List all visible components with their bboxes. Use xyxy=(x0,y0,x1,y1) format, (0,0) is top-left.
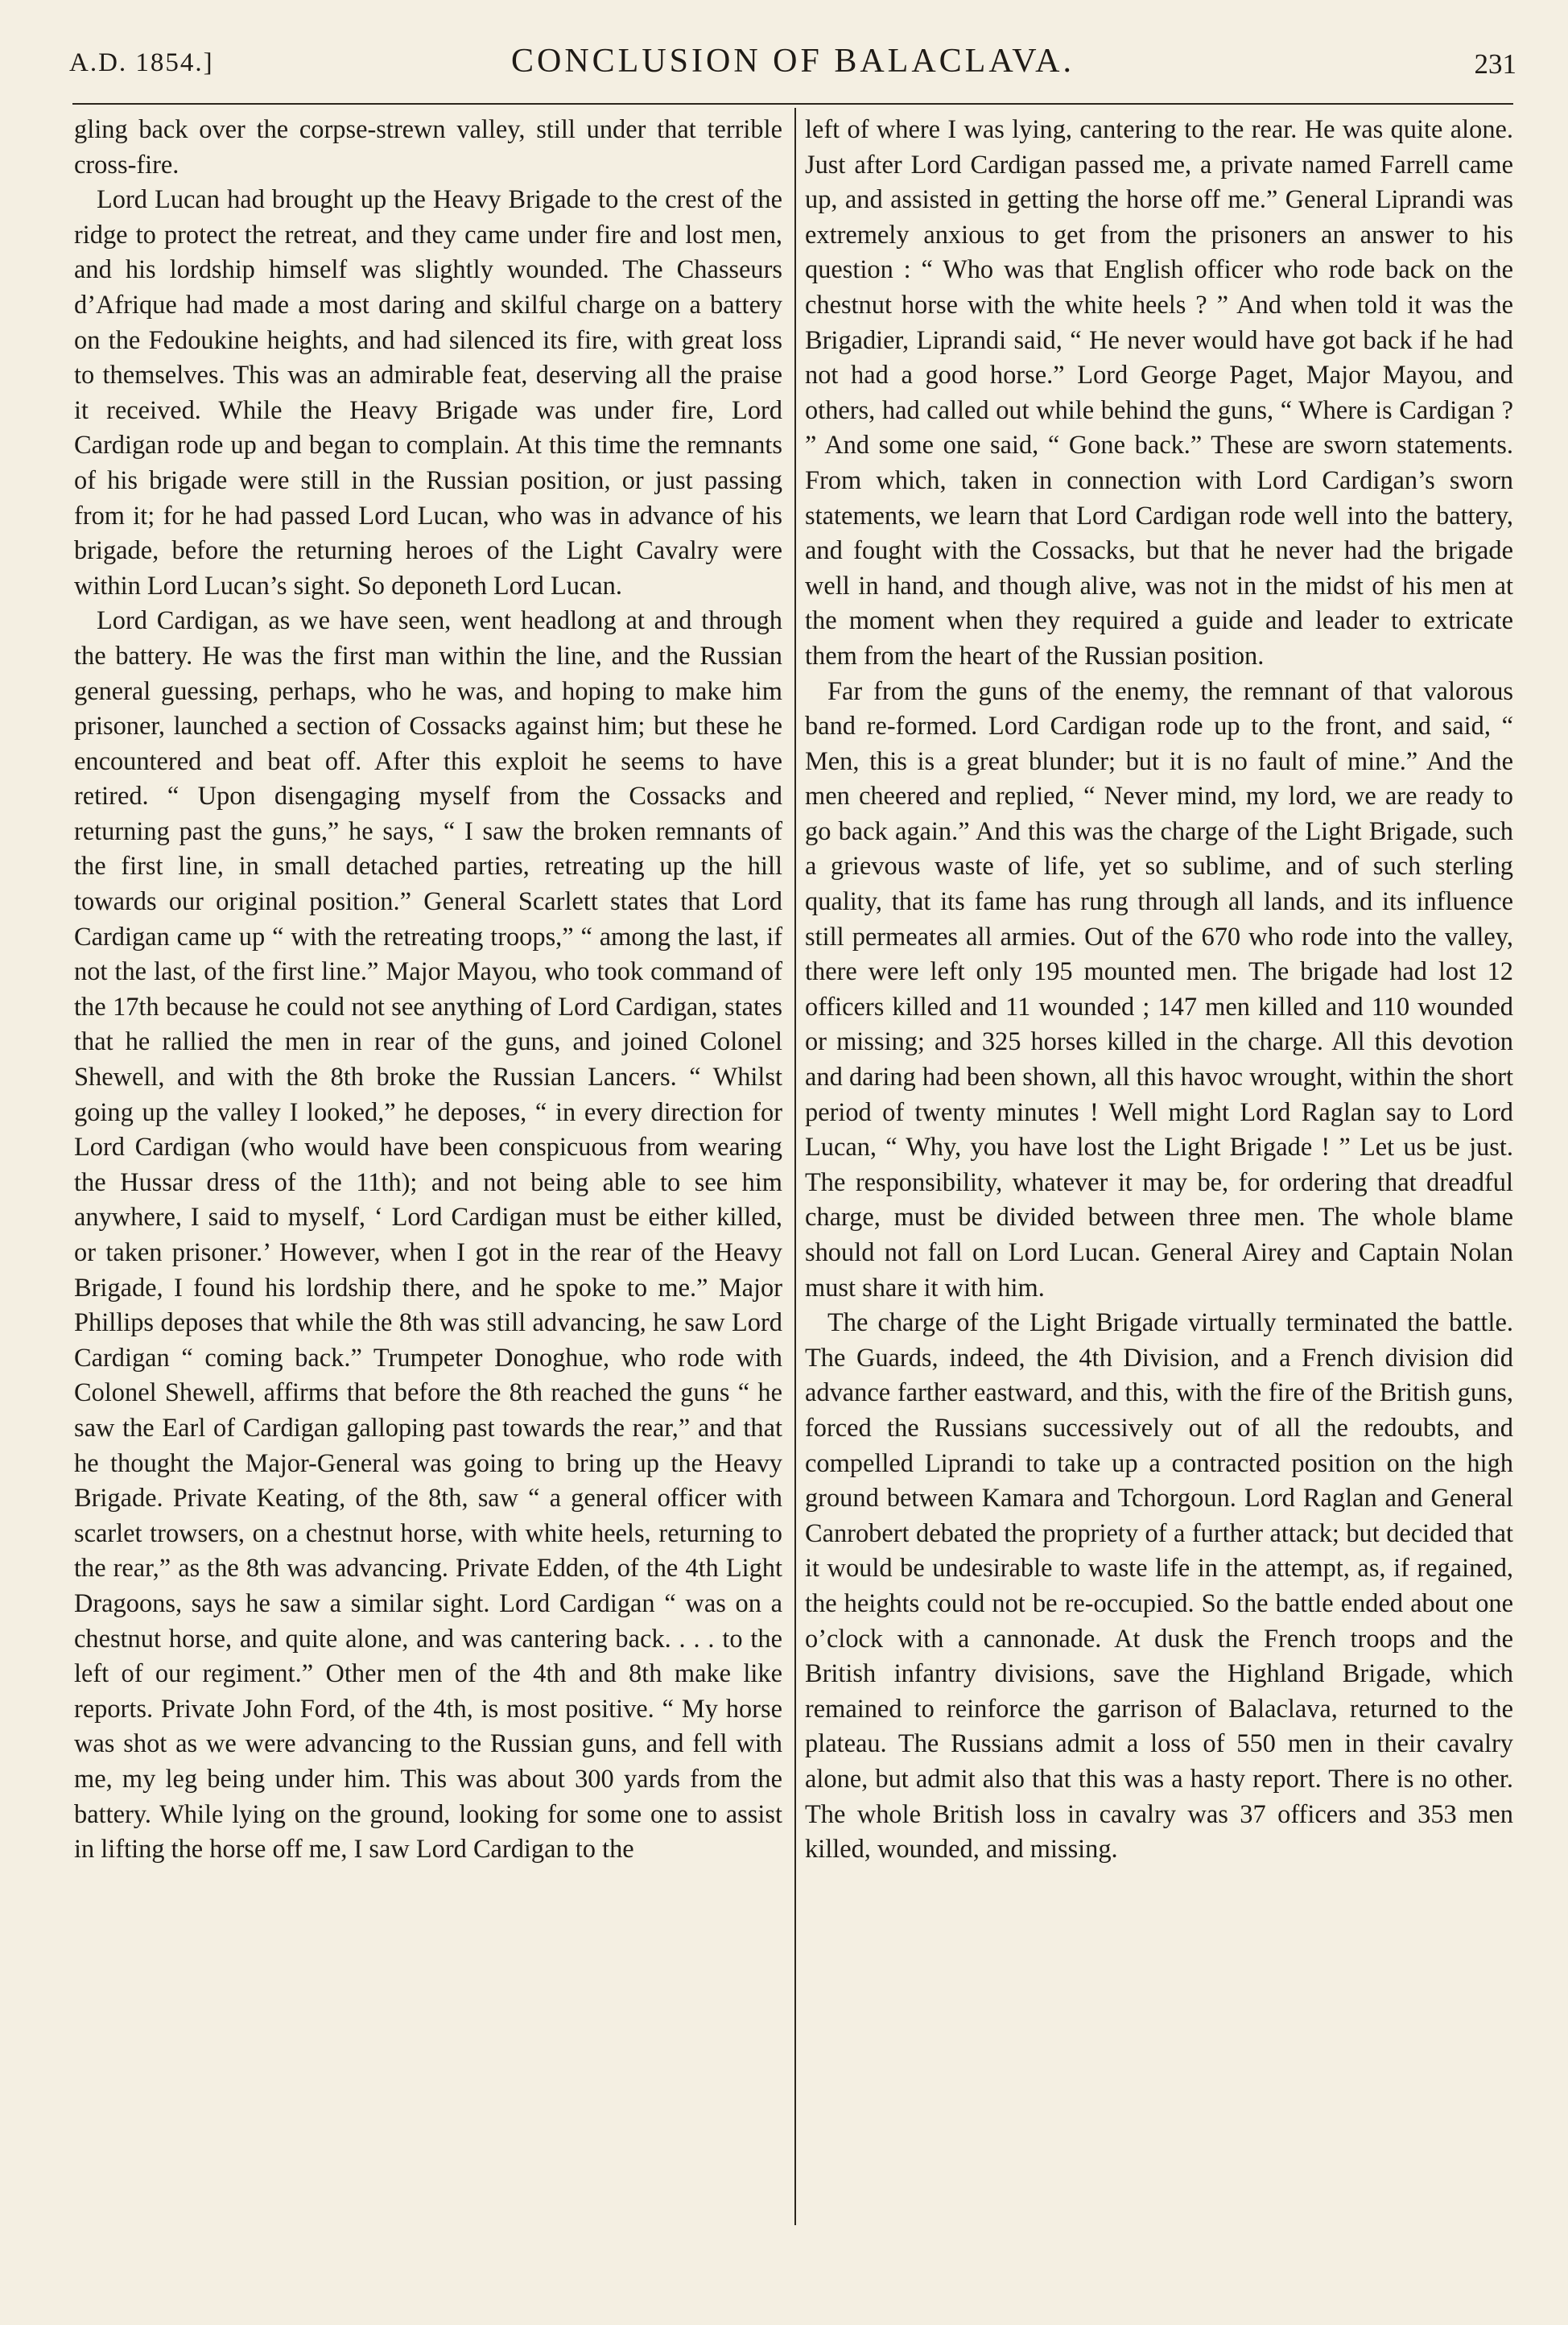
column-divider xyxy=(794,108,796,2225)
paragraph: gling back over the corpse-strewn valley, still under that terrible cross-fire. xyxy=(74,115,782,180)
header-rule xyxy=(72,103,1513,105)
paragraph: Far from the guns of the enemy, the remnant of that valorous band re-formed. Lord Cardigan rode up to the front, and said, “ Men, this is a great blunder; but it is no fault of mine.” And the men cheered and replied, “ Never mind, my lord, we are ready to go back again.” And this was the charge of the Light Brigade, such a grievous waste of life, yet so sublime, and of such sterling quality, that its fame has rung through all lands, and its influence still permeates all armies. Out of the 670 who rode into the valley, there were left only 195 mounted men. The brigade had lost 12 officers killed and 11 wounded ; 147 men killed and 110 wounded or missing; and 325 horses killed in the charge. All this devotion and daring had been shown, all this havoc wrought, within the short period of twenty minutes ! Well might Lord Raglan say to Lord Lucan, “ Why, you have lost the Light Brigade ! ” Let us be just. The responsibility, whatever it may be, for ordering that dreadful charge, must be divided between three men. The whole blame should not fall on Lord Lucan. General Airey and Captain Nolan must share it with him. xyxy=(805,676,1513,1303)
left-column xyxy=(74,113,782,1868)
running-header xyxy=(69,42,1516,90)
header-date: A.D. 1854.] xyxy=(69,48,214,77)
paragraph: Lord Lucan had brought up the Heavy Brigade to the crest of the ridge to protect the retreat, and they came under fire and lost men, and his lordship himself was slightly wounded. The Chasseurs d’Afrique had made a most daring and skilful charge on a battery on the Fedoukine heights, and had silenced its fire, with great loss to themselves. This was an admirable feat, deserving all the praise it received. While the Heavy Brigade was under fire, Lord Cardigan rode up and began to complain. At this time the remnants of his brigade were still in the Russian position, or just passing from it; for he had passed Lord Lucan, who was in advance of his brigade, before the returning heroes of the Light Cavalry were within Lord Lucan’s sight. So deponeth Lord Lucan. xyxy=(74,185,782,601)
right-column xyxy=(805,113,1513,1868)
paragraph: left of where I was lying, cantering to the rear. He was quite alone. Just after Lord Cardigan passed me, a private named Farrell came up, and assisted in getting the horse off me.” General Liprandi was extremely anxious to get from the prisoners an answer to his question : “ Who was that English officer who rode back on the chestnut horse with the white heels ? ” And when told it was the Brigadier, Liprandi said, “ He never would have got back if he had not had a good horse.” Lord George Paget, Major Mayou, and others, had called out while behind the guns, “ Where is Cardigan ? ” And some one said, “ Gone back.” These are sworn statements. From which, taken in connection with Lord Cardigan’s sworn statements, we learn that Lord Cardigan rode well into the battery, and fought with the Cossacks, but that he never had the brigade well in hand, and though alive, was not in the midst of his men at the moment when they required a guide and leader to extricate them from the heart of the Russian position. xyxy=(805,115,1513,671)
paragraph: Lord Cardigan, as we have seen, went headlong at and through the battery. He was the first man within the line, and the Russian general guessing, perhaps, who he was, and hoping to make him prisoner, launched a section of Cossacks against him; but these he encountered and beat off. After this exploit he seems to have retired. “ Upon disengaging myself from the Cossacks and returning past the guns,” he says, “ I saw the broken remnants of the first line, in small detached parties, retreating up the hill towards our original position.” General Scarlett states that Lord Cardigan came up “ with the retreating troops,” “ among the last, if not the last, of the first line.” Major Mayou, who took command of the 17th because he could not see anything of Lord Cardigan, states that he rallied the men in rear of the guns, and joined Colonel Shewell, and with the 8th broke the Russian Lancers. “ Whilst going up the valley I looked,” he deposes, “ in every direction for Lord Cardigan (who would have been conspicuous from wearing the Hussar dress of the 11th); and not being able to see him anywhere, I said to myself, ‘ Lord Cardigan must be either killed, or taken prisoner.’ However, when I got in the rear of the Heavy Brigade, I found his lordship there, and he spoke to me.” Major Phillips deposes that while the 8th was still advancing, he saw Lord Cardigan “ coming back.” Trumpeter Donoghue, who rode with Colonel Shewell, affirms that before the 8th reached the guns “ he saw the Earl of Cardigan galloping past towards the rear,” and that he thought the Major-General was going to bring up the Heavy Brigade. Private Keating, of the 8th, saw “ a general officer with scarlet trowsers, on a chestnut horse, with white heels, returning to the rear,” as the 8th was advancing. Private Edden, of the 4th Light Dragoons, says he saw a similar sight. Lord Cardigan “ was on a chestnut horse, and quite alone, and was cantering back. . . . to the left of our regiment.” Other men of the 4th and 8th make like reports. Private John Ford, of the 4th, is most positive. “ My horse was shot as we were advancing to the Russian guns, and fell with me, my leg being under him. This was about 300 yards from the battery. While lying on the ground, looking for some one to assist in lifting the horse off me, I saw Lord Cardigan to the xyxy=(74,606,782,1865)
paragraph: The charge of the Light Brigade virtually terminated the battle. The Guards, indeed, the 4th Division, and a French division did advance farther eastward, and this, with the fire of the British guns, forced the Russians successively out of all the redoubts, and compelled Liprandi to take up a contracted position on the high ground between Kamara and Tchorgoun. Lord Raglan and General Canrobert debated the propriety of a further attack; but decided that it would be undesirable to waste life in the attempt, as, if regained, the heights could not be re-occupied. So the battle ended about one o’clock with a cannonade. At dusk the French troops and the British infantry divisions, save the Highland Brigade, which remained to reinforce the garrison of Balaclava, returned to the plateau. The Russians admit a loss of 550 men in their cavalry alone, but admit also that this was a hasty report. There is no other. The whole British loss in cavalry was 37 officers and 353 men killed, wounded, and missing. xyxy=(805,1308,1513,1865)
page-title: CONCLUSION OF BALACLAVA. xyxy=(510,43,1075,80)
page-number: 231 xyxy=(1474,48,1516,80)
